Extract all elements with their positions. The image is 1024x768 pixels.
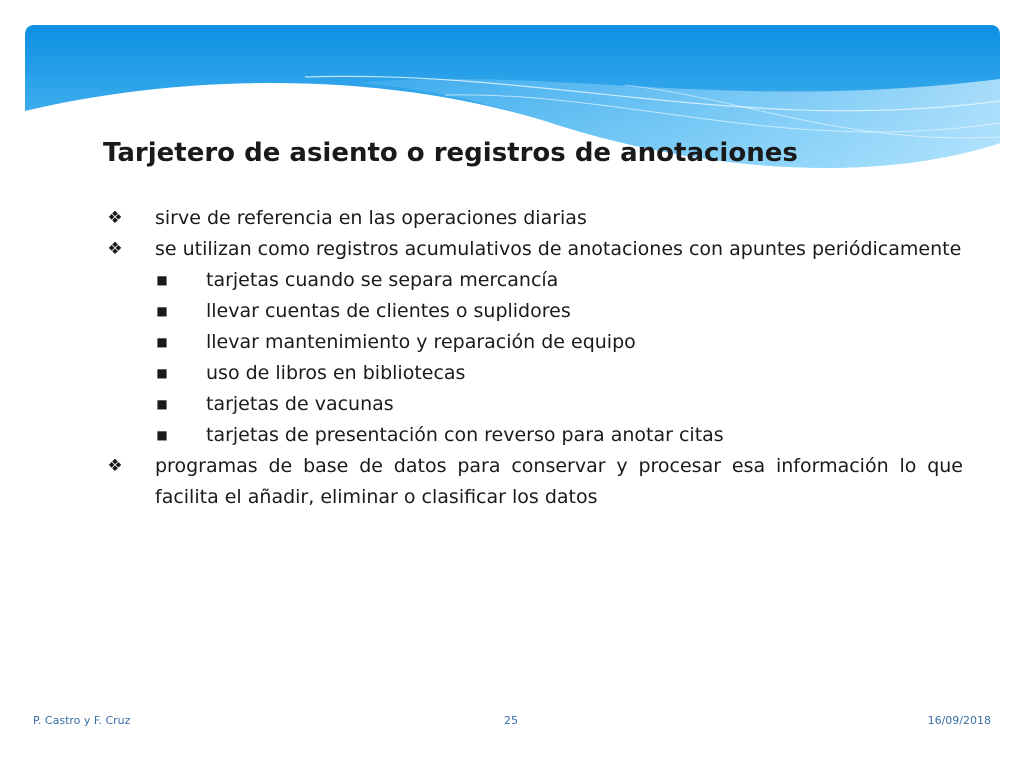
footer-date: 16/09/2018 [927, 714, 991, 727]
sub-bullet-text: llevar mantenimiento y reparación de equipo [206, 331, 636, 353]
sub-bullet-item [103, 358, 963, 389]
four-diamond-bullet-icon: ❖ [107, 208, 123, 228]
sub-bullet-item [103, 420, 963, 451]
bullet-item [103, 451, 963, 513]
square-bullet-icon: ■ [156, 273, 168, 287]
sub-bullet-text: uso de libros en bibliotecas [206, 362, 466, 384]
bullet-item [103, 234, 963, 265]
square-bullet-icon: ■ [156, 335, 168, 349]
four-diamond-bullet-icon: ❖ [107, 456, 123, 476]
square-bullet-icon: ■ [156, 428, 168, 442]
four-diamond-bullet-icon: ❖ [107, 239, 123, 259]
sub-bullet-text: tarjetas de vacunas [206, 393, 394, 415]
square-bullet-icon: ■ [156, 304, 168, 318]
bullet-item [103, 203, 963, 234]
bullet-text: programas de base de datos para conservar y procesar esa información lo que facilita el añadir, eliminar o clasificar los datos [155, 455, 963, 508]
sub-bullet-item [103, 296, 963, 327]
footer-page-number: 25 [504, 714, 518, 727]
bullet-text: sirve de referencia en las operaciones diarias [155, 207, 587, 229]
slide-title: Tarjetero de asiento o registros de anotaciones [103, 138, 798, 168]
sub-bullet-text: tarjetas de presentación con reverso para anotar citas [206, 424, 724, 446]
bullet-text: se utilizan como registros acumulativos de anotaciones con apuntes periódicamente [155, 238, 962, 260]
sub-bullet-item [103, 327, 963, 358]
sub-bullet-item [103, 265, 963, 296]
square-bullet-icon: ■ [156, 397, 168, 411]
sub-bullet-text: llevar cuentas de clientes o suplidores [206, 300, 571, 322]
sub-bullet-item [103, 389, 963, 420]
footer-authors: P. Castro y F. Cruz [33, 714, 131, 727]
sub-bullet-text: tarjetas cuando se separa mercancía [206, 269, 559, 291]
bullet-list [103, 203, 963, 513]
square-bullet-icon: ■ [156, 366, 168, 380]
